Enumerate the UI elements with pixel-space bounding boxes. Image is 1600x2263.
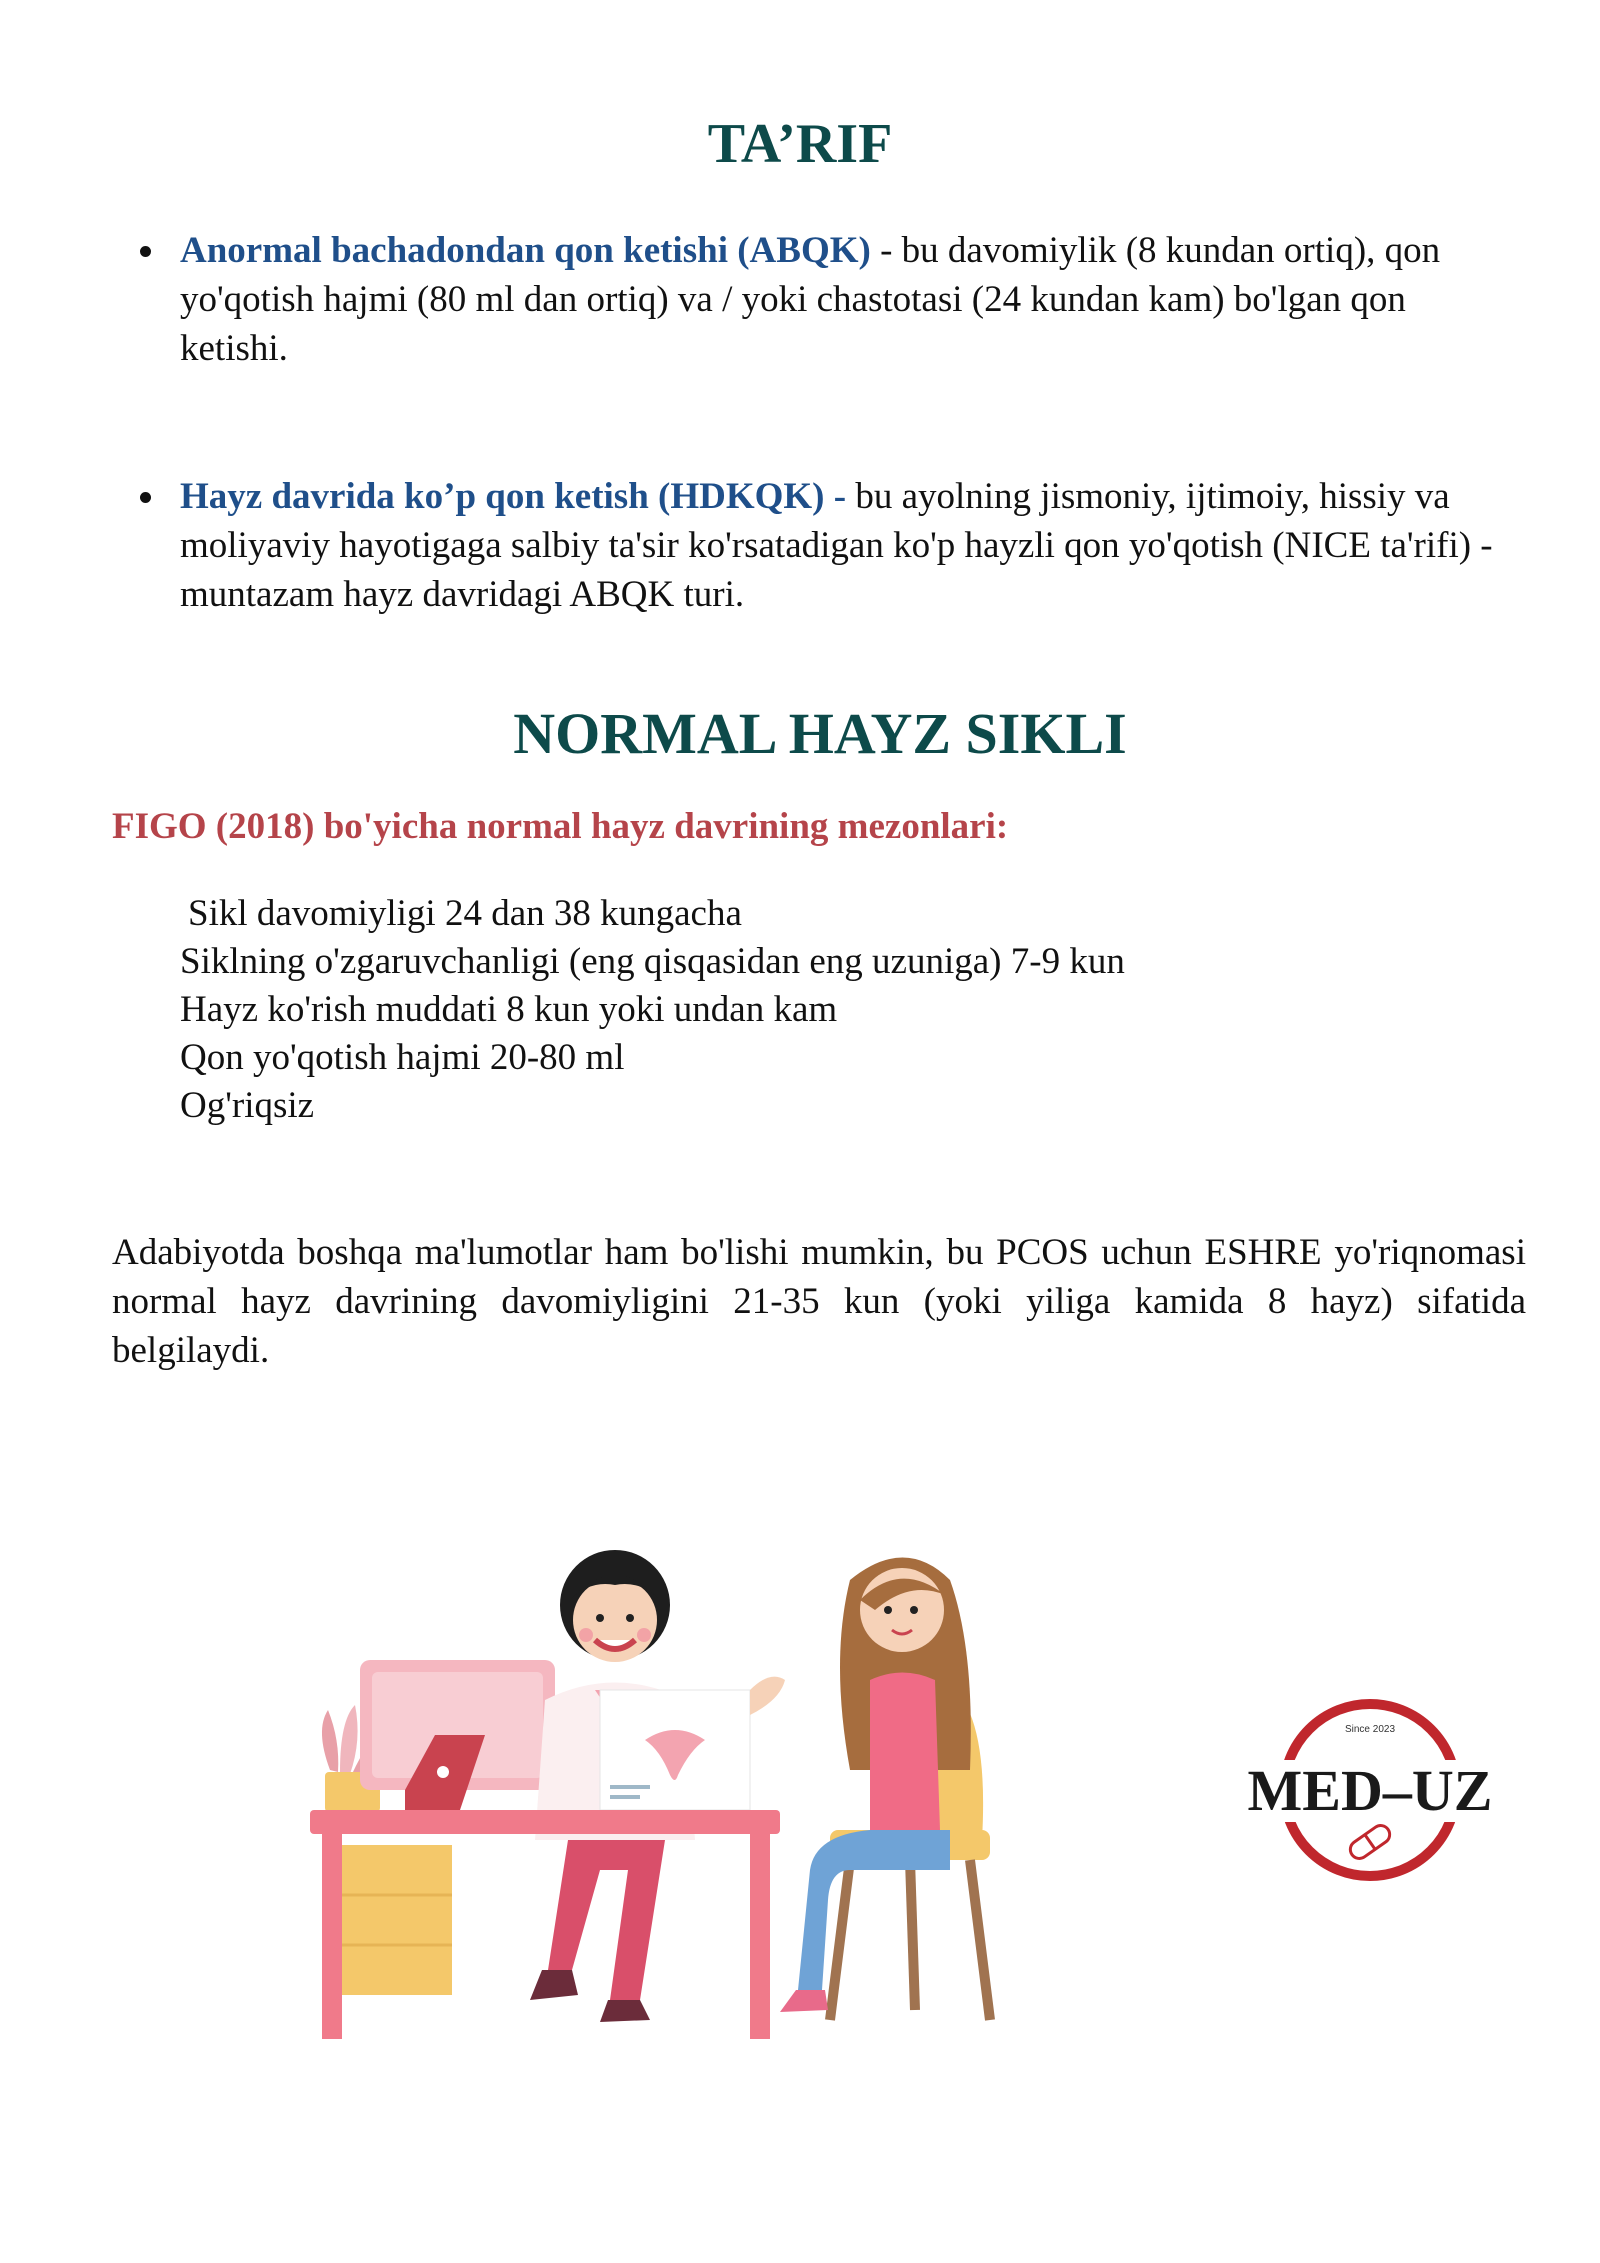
doctor-patient-consultation-illustration bbox=[310, 1540, 1030, 2060]
figo-subheading: FIGO (2018) bo'yicha normal hayz davrining mezonlari: bbox=[112, 806, 1009, 847]
desk-icon bbox=[310, 1810, 780, 2039]
bullet-term: Anormal bachadondan qon ketishi (ABQK) bbox=[180, 230, 871, 271]
criteria-item: Siklning o'zgaruvchanligi (eng qisqasidan eng uzuniga) 7-9 kun bbox=[180, 941, 1125, 982]
bullet-icon bbox=[140, 492, 151, 503]
med-uz-logo bbox=[1240, 1690, 1500, 1890]
criteria-item: Hayz ko'rish muddati 8 kun yoki undan kam bbox=[180, 989, 838, 1030]
definition-heading: TA’RIF bbox=[707, 113, 893, 175]
bullet-text bbox=[180, 472, 1520, 619]
definition-bullet-abqk bbox=[140, 226, 1520, 373]
logo-text: MED–UZ bbox=[1247, 1758, 1493, 1823]
bullet-description: - bu davomiylik (8 kundan ortiq), qon yo'qotish hajmi (80 ml dan ortiq) va / yoki chastotasi (24 kundan kam) bo'lgan qon ketishi. bbox=[180, 230, 1441, 369]
pill-capsule-icon bbox=[1347, 1822, 1393, 1862]
literature-paragraph: Adabiyotda boshqa ma'lumotlar ham bo'lishi mumkin, bu PCOS uchun ESHRE yo'riqnomasi normal hayz davrining davomiyligini 21-35 kun (yoki yiliga kamida 8 hayz) sifatida belgilaydi. bbox=[112, 1232, 1526, 1371]
definition-bullet-hdkqk bbox=[140, 472, 1520, 619]
criteria-item: Sikl davomiyligi 24 dan 38 kungacha bbox=[188, 893, 742, 934]
bullet-term: Hayz davrida ko’p qon ketish (HDKQK) - bbox=[180, 476, 847, 517]
criteria-list bbox=[180, 890, 1125, 1130]
criteria-item: Qon yo'qotish hajmi 20-80 ml bbox=[180, 1037, 625, 1078]
criteria-item: Og'riqsiz bbox=[180, 1085, 315, 1126]
normal-cycle-heading: NORMAL HAYZ SIKLI bbox=[513, 701, 1127, 766]
bullet-icon bbox=[140, 246, 151, 257]
bullet-description: bu ayolning jismoniy, ijtimoiy, hissiy va moliyaviy hayotigaga salbiy ta'sir ko'rsatadigan ko'p hayzli qon yo'qotish (NICE ta'rifi) - muntazam hayz davridagi ABQK turi. bbox=[180, 476, 1493, 615]
computer-monitor-icon bbox=[360, 1660, 555, 1810]
doctor-figure bbox=[530, 1550, 785, 2022]
bullet-text bbox=[180, 226, 1520, 373]
logo-since: Since 2023 bbox=[1344, 1724, 1396, 1735]
